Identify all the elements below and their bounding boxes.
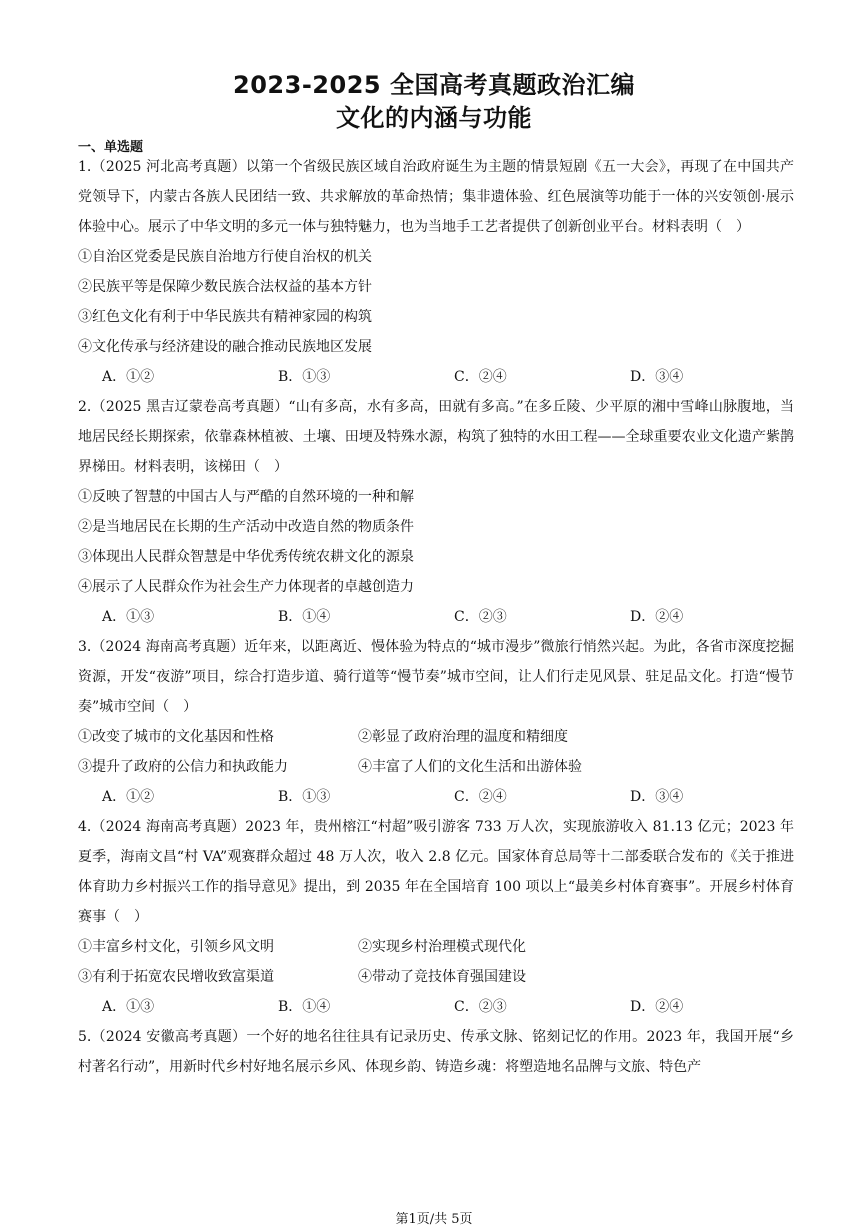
statement-2: ②是当地居民在长期的生产活动中改造自然的物质条件 — [78, 519, 414, 535]
statement-4: ④带动了竞技体育强国建设 — [358, 969, 526, 985]
statement-1: ①改变了城市的文化基因和性格 — [78, 729, 274, 745]
statement-4: ④丰富了人们的文化生活和出游体验 — [358, 759, 582, 775]
statement-2: ②民族平等是保障少数民族合法权益的基本方针 — [78, 279, 372, 295]
question-stem: 1.（2025 河北高考真题）以第一个省级民族区域自治政府诞生为主题的情景短剧《五一大会》，再现了在中国共产党领导下，内蒙古各族人民团结一致、共求解放的革命热情；集非遗体验、红色展演等功能于一体的兴安领创·展示体验中心。展示了中华文明的多元一体与独特魅力，也为当地手工艺者提供了创新创业平台。材料表明（ ） — [78, 159, 794, 235]
question-5 — [78, 1022, 794, 1082]
choice-d[interactable]: D．③④ — [630, 789, 684, 805]
choice-a[interactable]: A．①② — [102, 369, 155, 385]
statement-1: ①丰富乡村文化，引领乡风文明 — [78, 939, 274, 955]
choice-c[interactable]: C．②③ — [454, 609, 507, 625]
answer-choices — [78, 992, 794, 1022]
choice-b[interactable]: B．①③ — [278, 789, 331, 805]
question-stem: 2.（2025 黑吉辽蒙卷高考真题）“山有多高，水有多高，田就有多高。”在多丘陵、少平原的湘中雪峰山脉腹地，当地居民经长期探索，依靠森林植被、土壤、田埂及特殊水源，构筑了独特的水田工程——全球重要农业文化遗产紫鹊界梯田。材料表明，该梯田（ ） — [78, 399, 794, 475]
question-1 — [78, 152, 794, 392]
statement-pair-row — [78, 932, 794, 962]
choice-d[interactable]: D．②④ — [630, 609, 684, 625]
choice-a[interactable]: A．①③ — [102, 999, 155, 1015]
page-number: 第1页/共 5页 — [395, 1212, 473, 1227]
question-list — [78, 152, 794, 1082]
answer-choices — [78, 362, 794, 392]
question-4 — [78, 812, 794, 1022]
document-subtitle: 文化的内涵与功能 — [336, 104, 532, 132]
choice-a[interactable]: A．①② — [102, 789, 155, 805]
choice-d[interactable]: D．②④ — [630, 999, 684, 1015]
statement-pair-row — [78, 752, 794, 782]
choice-d[interactable]: D．③④ — [630, 369, 684, 385]
statement-pair-row — [78, 722, 794, 752]
choice-c[interactable]: C．②④ — [454, 369, 507, 385]
statement-1: ①反映了智慧的中国古人与严酷的自然环境的一种和解 — [78, 489, 414, 505]
question-2 — [78, 392, 794, 632]
choice-c[interactable]: C．②④ — [454, 789, 507, 805]
statement-4: ④文化传承与经济建设的融合推动民族地区发展 — [78, 339, 372, 355]
choice-c[interactable]: C．②③ — [454, 999, 507, 1015]
statement-3: ③提升了政府的公信力和执政能力 — [78, 759, 288, 775]
answer-choices — [78, 782, 794, 812]
question-stem: 4.（2024 海南高考真题）2023 年，贵州榕江“村超”吸引游客 733 万人次，实现旅游收入 81.13 亿元；2023 年夏季，海南文昌“村 VA”观赛群众超过 48 万人次，收入 2.8 亿元。国家体育总局等十二部委联合发布的《关于推进体育助力乡村振兴工作的指导意见》提出，到 2035 年在全国培育 100 项以上“最美乡村体育赛事”。开展乡村体育赛事（ ） — [78, 819, 794, 925]
statement-3: ③红色文化有利于中华民族共有精神家园的构筑 — [78, 309, 372, 325]
statement-2: ②实现乡村治理模式现代化 — [358, 939, 526, 955]
question-stem: 5.（2024 安徽高考真题）一个好的地名往往具有记录历史、传承文脉、铭刻记忆的作用。2023 年，我国开展“乡村著名行动”，用新时代乡村好地名展示乡风、体现乡韵、铸造乡魂：将塑造地名品牌与文旅、特色产 — [78, 1029, 794, 1075]
choice-a[interactable]: A．①③ — [102, 609, 155, 625]
question-stem: 3.（2024 海南高考真题）近年来，以距离近、慢体验为特点的“城市漫步”微旅行悄然兴起。为此，各省市深度挖掘资源，开发“夜游”项目，综合打造步道、骑行道等“慢节奏”城市空间，让人们行走见风景、驻足品文化。打造“慢节奏”城市空间（ ） — [78, 639, 794, 715]
choice-b[interactable]: B．①④ — [278, 609, 331, 625]
statement-2: ②彰显了政府治理的温度和精细度 — [358, 729, 568, 745]
document-title: 2023-2025 全国高考真题政治汇编 — [233, 71, 635, 99]
choice-b[interactable]: B．①④ — [278, 999, 331, 1015]
answer-choices — [78, 602, 794, 632]
statement-3: ③体现出人民群众智慧是中华优秀传统农耕文化的源泉 — [78, 549, 414, 565]
statement-1: ①自治区党委是民族自治地方行使自治权的机关 — [78, 249, 372, 265]
statement-4: ④展示了人民群众作为社会生产力体现者的卓越创造力 — [78, 579, 414, 595]
statement-3: ③有利于拓宽农民增收致富渠道 — [78, 969, 274, 985]
section-heading: 一、单选题 — [78, 140, 144, 155]
statement-pair-row — [78, 962, 794, 992]
choice-b[interactable]: B．①③ — [278, 369, 331, 385]
question-3 — [78, 632, 794, 812]
